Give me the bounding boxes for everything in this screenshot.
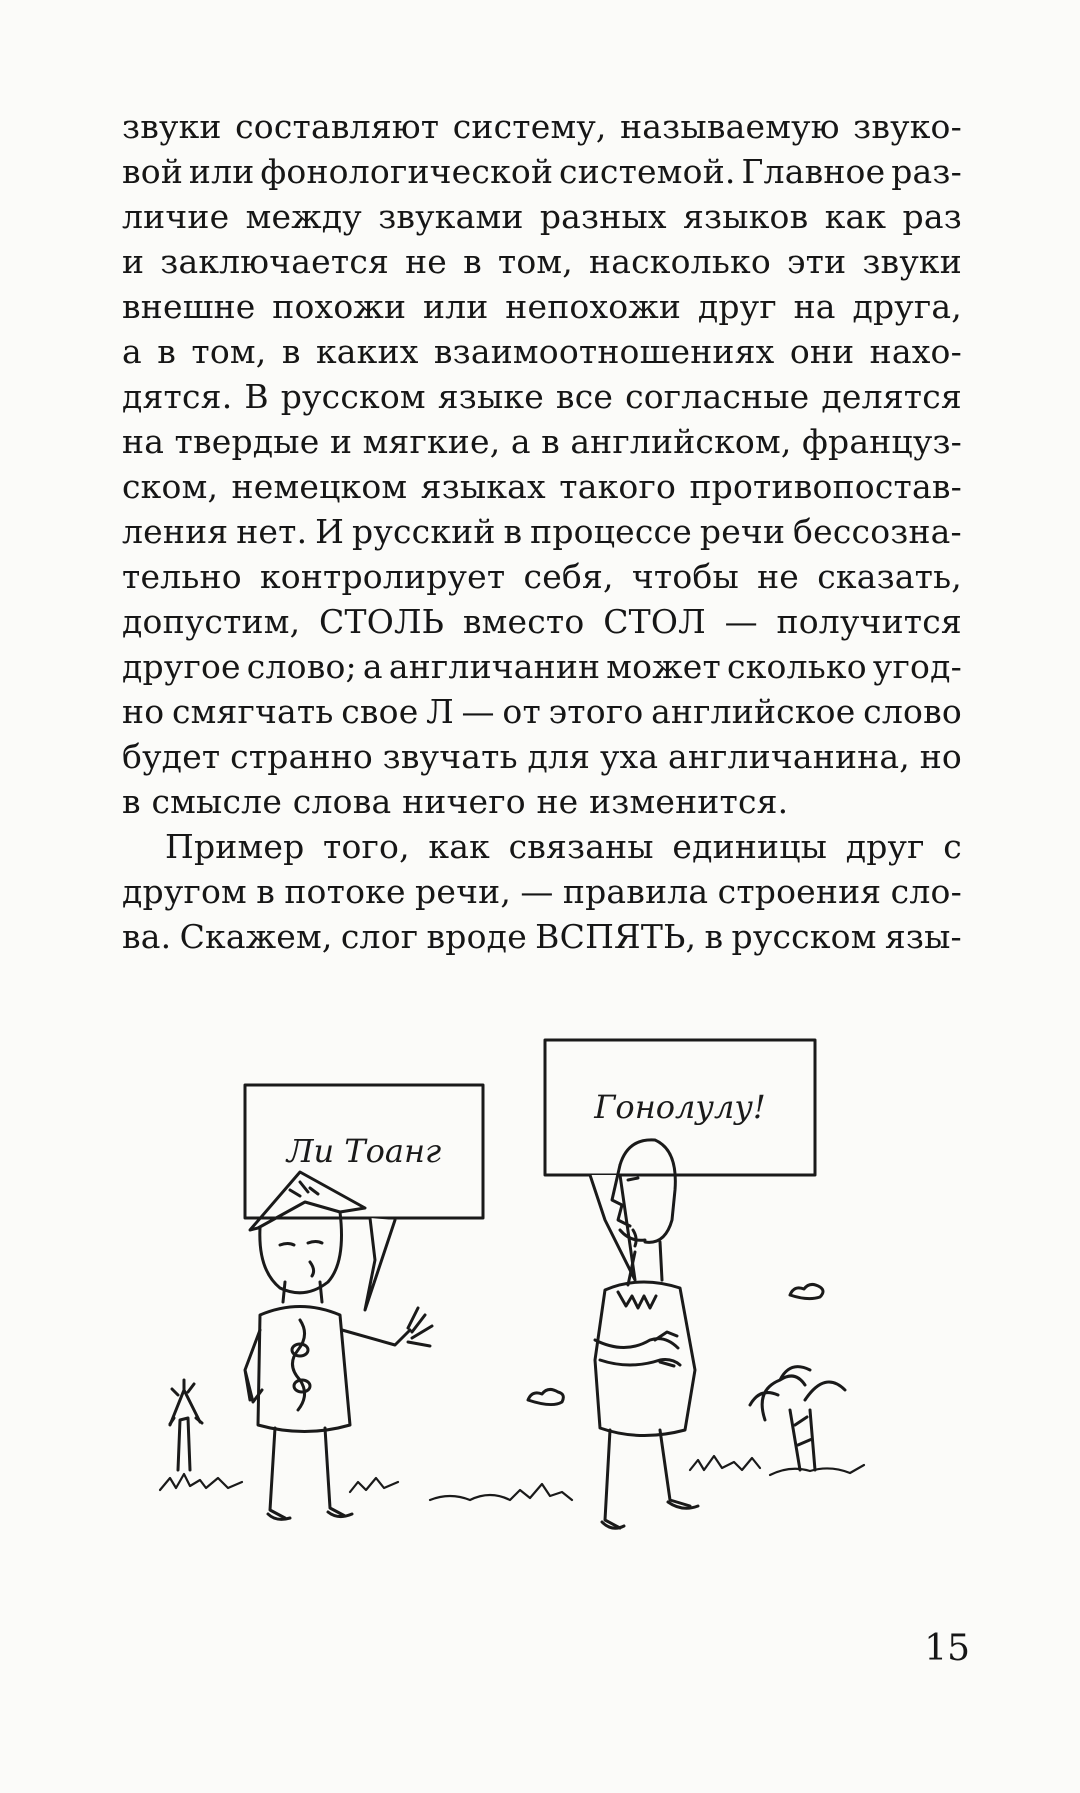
text-line: другом в потоке речи, — правила строения сло-	[122, 872, 962, 911]
cloud-small-left	[528, 1389, 563, 1404]
character-left	[245, 1172, 432, 1519]
page-number: 15	[924, 1628, 970, 1669]
text-line: Пример того, как связаны единицы друг с	[165, 827, 962, 866]
text-line: дятся. В русском языке все согласные делятся	[122, 377, 962, 416]
text-line: ва. Скажем, слог вроде ВСПЯТЬ, в русском язы-	[122, 917, 962, 956]
text-line: вой или фонологической системой. Главное раз-	[122, 152, 962, 191]
cloud-small-right	[790, 1284, 823, 1298]
text-line: личие между звуками разных языков как раз	[122, 197, 962, 236]
cartoon-illustration	[150, 1030, 980, 1590]
ground-drawing	[160, 1456, 864, 1500]
text-line: ском, немецком языках такого противопостав-	[122, 467, 962, 506]
text-line: а в том, в каких взаимоотношениях они нахо-	[122, 332, 962, 371]
speech-bubble-right	[545, 1040, 815, 1280]
text-line: на твердые и мягкие, а в английском, француз-	[122, 422, 962, 461]
text-line: в смысле слова ничего не изменится.	[122, 782, 789, 821]
speech-bubble-left	[245, 1085, 483, 1310]
text-line: допустим, СТОЛЬ вместо СТОЛ — получится	[122, 602, 962, 641]
text-line: и заключается не в том, насколько эти звуки	[122, 242, 962, 281]
text-line: тельно контролирует себя, чтобы не сказать,	[122, 557, 962, 596]
text-line: другое слово; а англичанин может сколько угод-	[122, 647, 962, 686]
text-line: звуки составляют систему, называемую звуко-	[122, 107, 962, 146]
bubble-right-text: Гонолулу!	[594, 1088, 766, 1126]
text-line: ления нет. И русский в процессе речи бессозна-	[122, 512, 962, 551]
text-line: будет странно звучать для уха англичанина, но	[122, 737, 962, 776]
text-line: внешне похожи или непохожи друг на друга,	[122, 287, 962, 326]
text-line: но смягчать свое Л — от этого английское слово	[122, 692, 962, 731]
hut-drawing	[170, 1380, 202, 1470]
plant-drawing	[750, 1367, 845, 1470]
bubble-left-text: Ли Тоанг	[286, 1132, 442, 1170]
body-text	[122, 104, 962, 959]
